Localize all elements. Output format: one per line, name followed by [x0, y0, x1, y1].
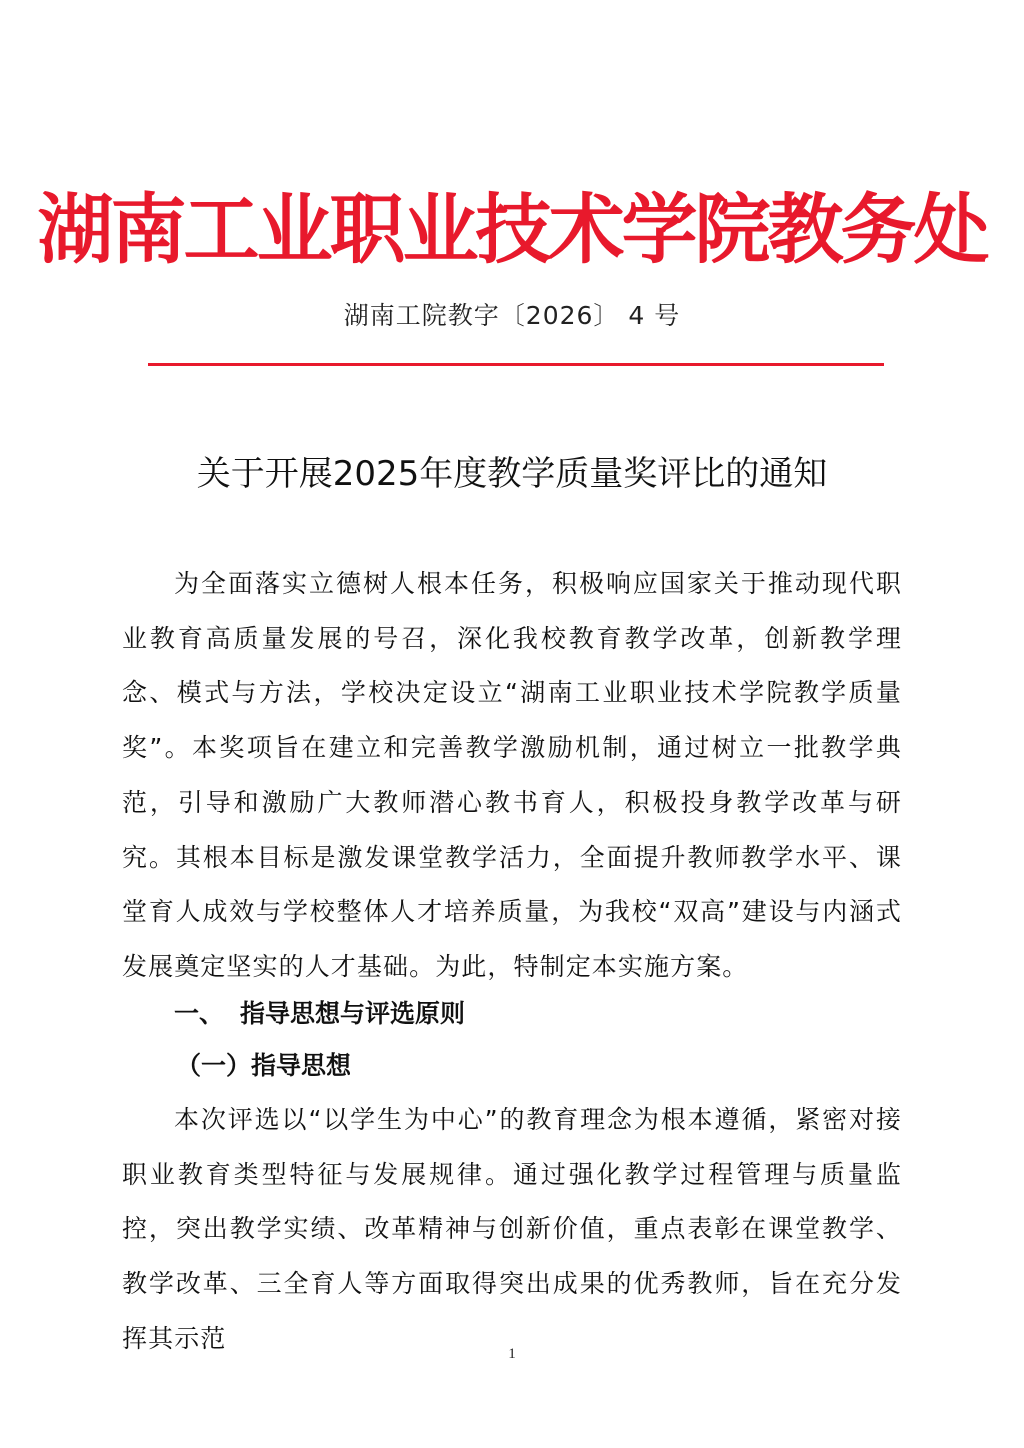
issuing-office-header: 湖南工业职业技术学院教务处	[37, 185, 987, 274]
intro-paragraph: 为全面落实立德树人根本任务，积极响应国家关于推动现代职业教育高质量发展的号召，深化我校教育教学改革，创新教学理念、模式与方法，学校决定设立“湖南工业职业技术学院教学质量奖”。本奖项旨在建立和完善教学激励机制，通过树立一批教学典范，引导和激励广大教师潜心教书育人，积极投身教学改革与研究。其根本目标是激发课堂教学活力，全面提升教师教学水平、课堂育人成效与学校整体人才培养质量，为我校“双高”建设与内涵式发展奠定坚实的人才基础。为此，特制定本实施方案。	[122, 569, 902, 981]
section-heading-1	[174, 994, 465, 1034]
page-number: 1	[508, 1346, 516, 1362]
subsection-heading-1: （一）指导思想	[176, 1051, 352, 1080]
guiding-principle-paragraph: 本次评选以“以学生为中心”的教育理念为根本遵循，紧密对接职业教育类型特征与发展规律。通过强化教学过程管理与质量监控，突出教学实绩、改革精神与创新价值，重点表彰在课堂教学、教学改革、三全育人等方面取得突出成果的优秀教师，旨在充分发挥其示范	[122, 1105, 902, 1353]
document-title: 关于开展2025年度教学质量奖评比的通知	[196, 454, 828, 494]
document-number: 湖南工院教字〔2026〕 4 号	[343, 301, 681, 330]
section-number: 一、	[174, 999, 225, 1028]
red-divider-line	[148, 363, 884, 366]
section-title: 指导思想与评选原则	[240, 999, 466, 1028]
